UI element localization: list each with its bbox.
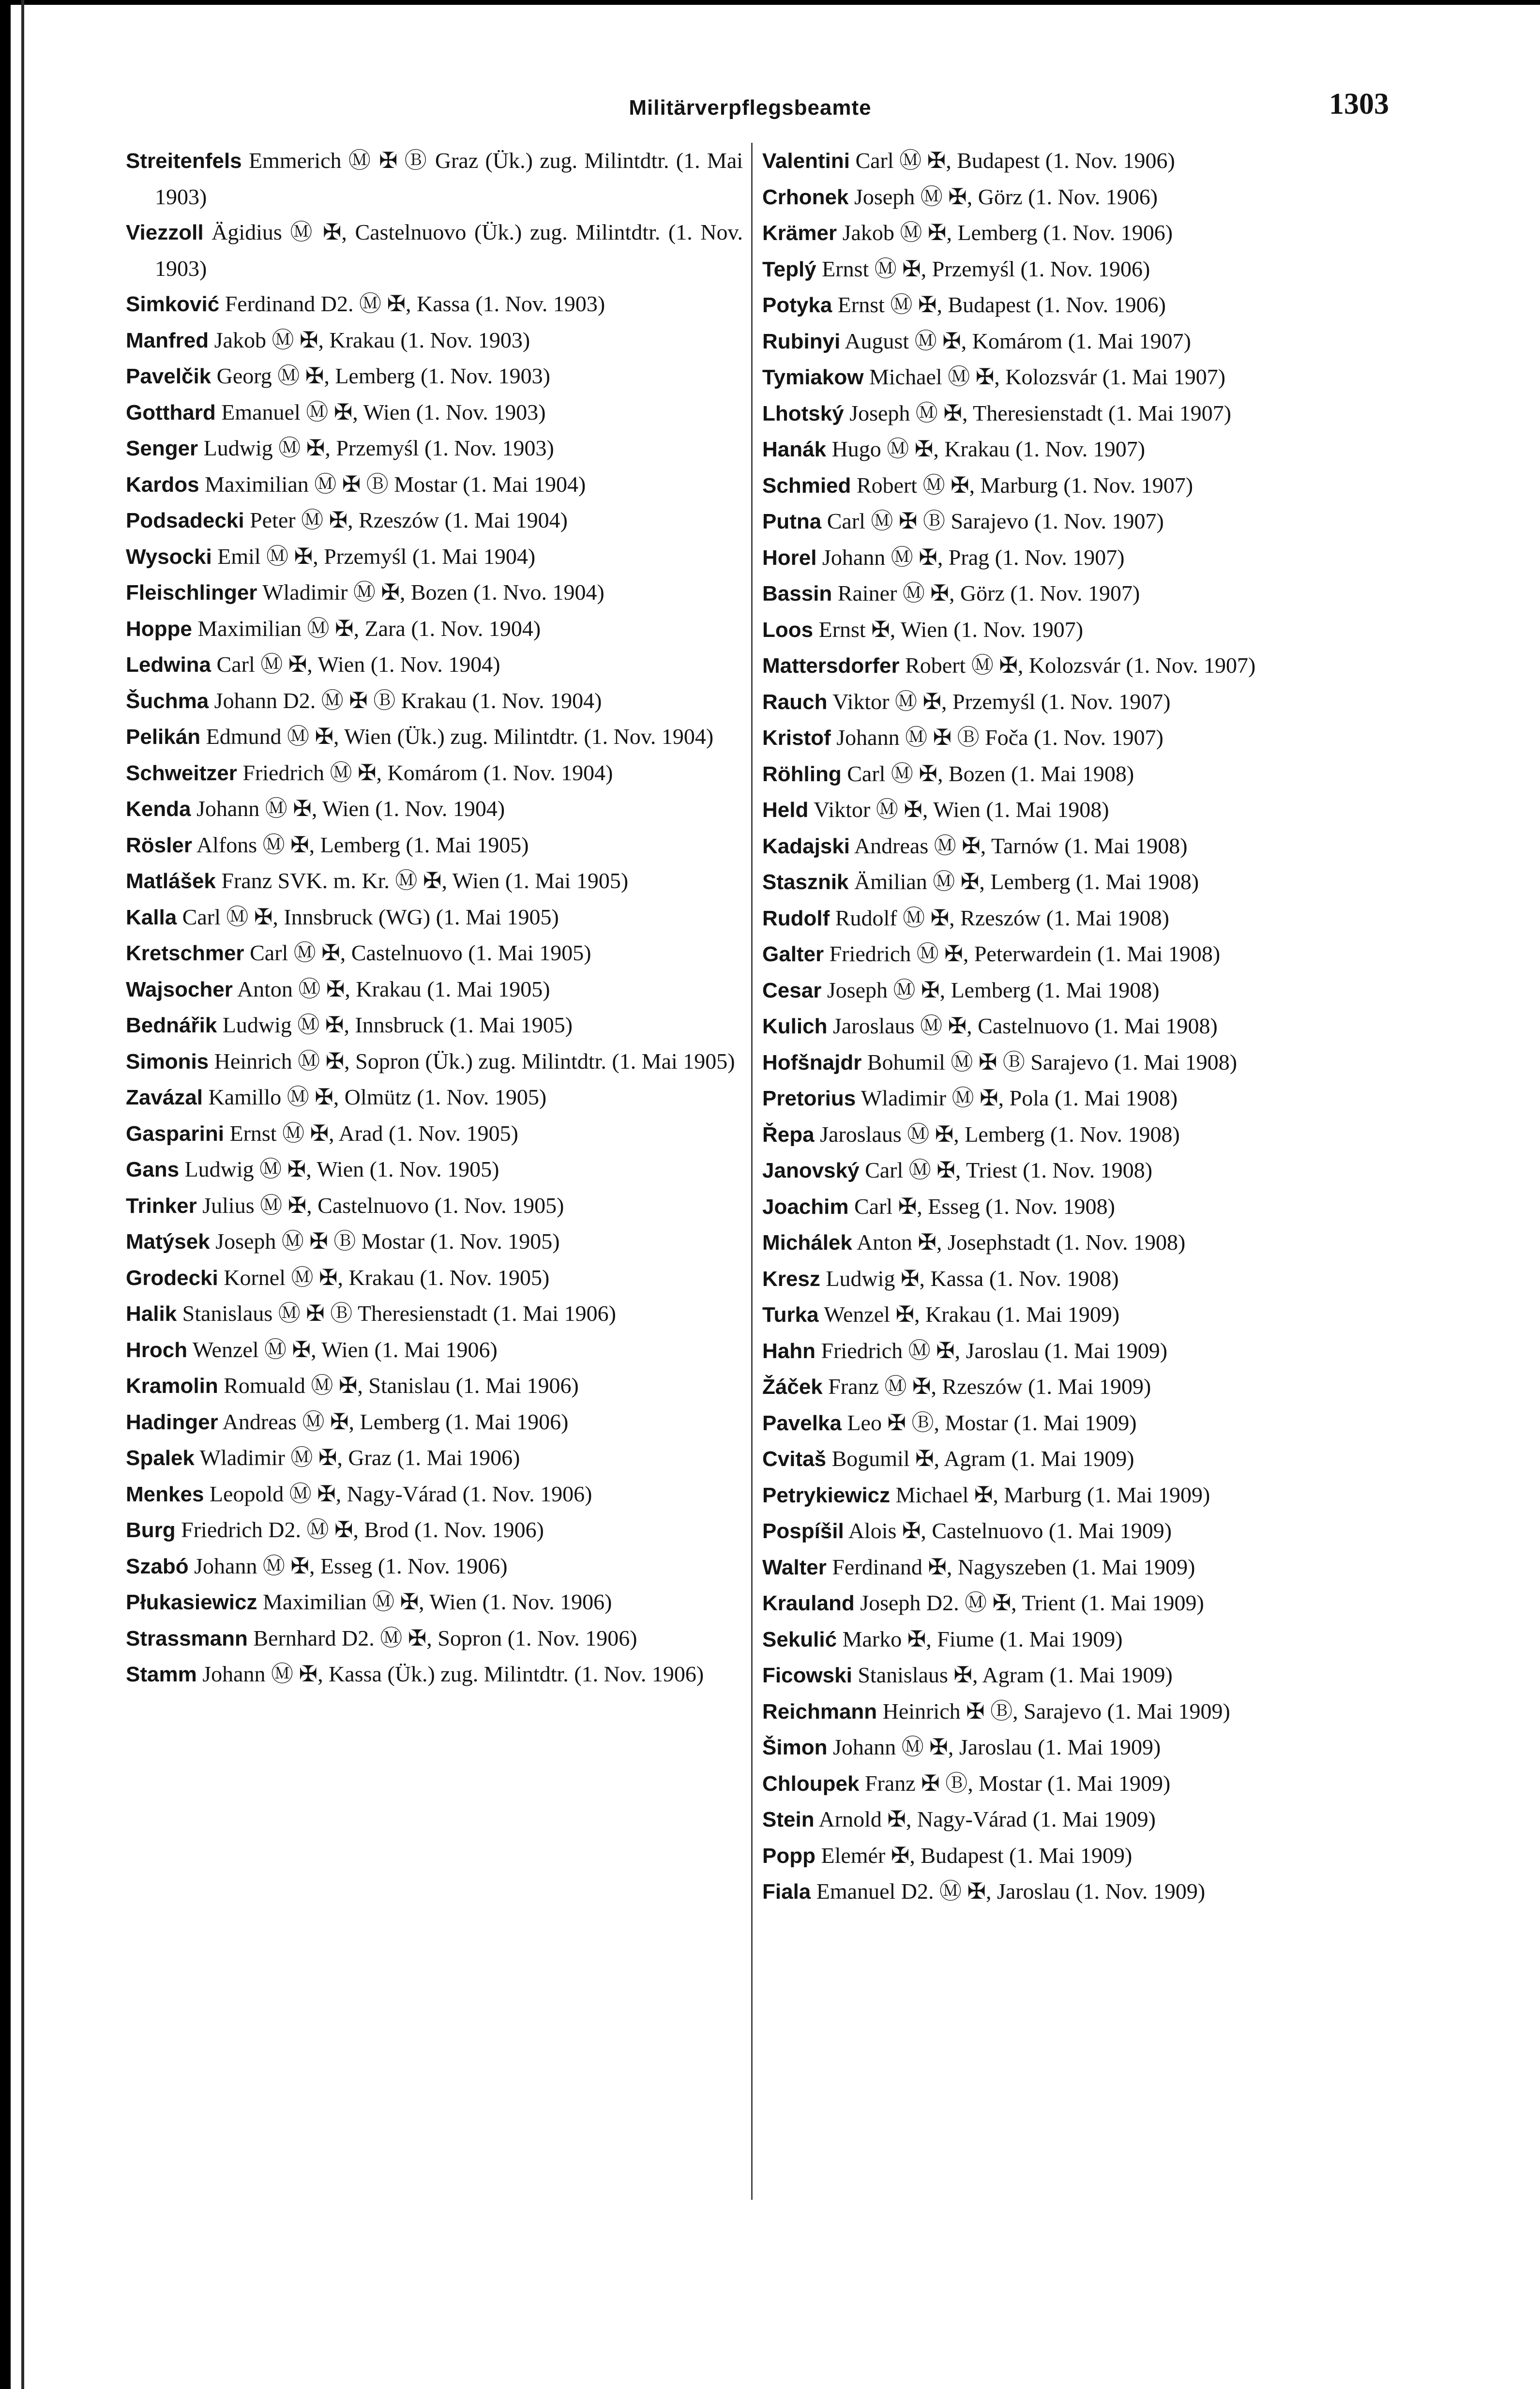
directory-entry [762,215,1379,251]
entry-details: Emanuel D2. Ⓜ ✠, Jaroslau (1. Nov. 1909) [816,1879,1206,1904]
directory-entry [762,792,1379,828]
directory-entry [126,539,743,575]
directory-entry [762,251,1379,287]
directory-entry [762,1405,1379,1441]
directory-entry [762,1008,1379,1044]
directory-entry [126,1332,743,1368]
entry-surname: Pretorius [762,1087,856,1110]
entry-details: Carl Ⓜ ✠, Triest (1. Nov. 1908) [865,1158,1153,1182]
entry-details: Ludwig Ⓜ ✠, Przemyśl (1. Nov. 1903) [203,436,554,460]
entry-details: Emanuel Ⓜ ✠, Wien (1. Nov. 1903) [221,399,546,424]
directory-entry [126,1116,743,1152]
directory-entry [762,684,1379,720]
entry-details: Carl Ⓜ ✠, Castelnuovo (1. Mai 1905) [250,940,591,965]
entry-details: Ägidius Ⓜ ✠, Castelnuovo (Ük.) zug. Milintdtr. (1. Nov. 1903) [155,220,743,281]
entry-surname: Valentini [762,149,850,173]
directory-entry [762,900,1379,937]
entry-details: Franz SVK. m. Kr. Ⓜ ✠, Wien (1. Mai 1905) [221,868,629,893]
directory-entry [762,1117,1379,1153]
entry-surname: Šuchma [126,689,209,713]
entry-surname: Rudolf [762,906,830,930]
entry-surname: Hoppe [126,617,192,641]
entry-surname: Kalla [126,905,177,929]
scan-border-top [0,0,1540,5]
entry-surname: Szabó [126,1554,189,1578]
entry-details: Leo ✠ Ⓑ, Mostar (1. Mai 1909) [847,1410,1137,1435]
directory-entry [762,1549,1379,1586]
entry-surname: Spalek [126,1446,195,1470]
right-column [762,143,1379,1910]
entry-surname: Strassmann [126,1626,248,1650]
entry-details: Maximilian Ⓜ ✠, Zara (1. Nov. 1904) [197,616,541,641]
entry-surname: Krauland [762,1591,855,1615]
directory-entry [126,1188,743,1224]
directory-entry [126,1656,743,1693]
directory-entry [126,971,743,1008]
directory-entry [762,1152,1379,1189]
entry-surname: Stein [762,1808,815,1831]
entry-surname: Pavelčik [126,364,211,388]
entry-details: Joseph Ⓜ ✠, Lemberg (1. Mai 1908) [827,977,1160,1002]
entry-details: Carl Ⓜ ✠, Innsbruck (WG) (1. Mai 1905) [182,904,559,929]
entry-surname: Cesar [762,978,822,1002]
entry-surname: Teplý [762,257,816,281]
directory-entry [762,468,1379,504]
entry-details: Michael ✠, Marburg (1. Mai 1909) [895,1482,1210,1507]
directory-entry [126,358,743,394]
entry-surname: Petrykiewicz [762,1483,891,1507]
entry-details: Carl ✠, Esseg (1. Nov. 1908) [854,1194,1115,1219]
entry-details: Ferdinand D2. Ⓜ ✠, Kassa (1. Nov. 1903) [225,291,605,316]
entry-details: Elemér ✠, Budapest (1. Mai 1909) [821,1843,1132,1868]
directory-entry [762,1729,1379,1766]
entry-details: Andreas Ⓜ ✠, Lemberg (1. Mai 1906) [222,1409,569,1434]
entry-details: Julius Ⓜ ✠, Castelnuovo (1. Nov. 1905) [202,1193,564,1218]
directory-entry [126,1476,743,1512]
entry-details: Robert Ⓜ ✠, Kolozsvár (1. Nov. 1907) [905,653,1256,678]
entry-surname: Cvitaš [762,1447,827,1471]
directory-entry [126,430,743,467]
entry-details: Wenzel Ⓜ ✠, Wien (1. Mai 1906) [192,1337,498,1362]
directory-entry [762,323,1379,360]
directory-entry [762,1225,1379,1261]
entry-details: Franz ✠ Ⓑ, Mostar (1. Mai 1909) [864,1770,1171,1796]
entry-details: Jaroslaus Ⓜ ✠, Castelnuovo (1. Mai 1908) [832,1013,1218,1038]
entry-surname: Held [762,798,809,822]
entry-surname: Fiala [762,1880,811,1904]
directory-entry [126,394,743,431]
directory-entry [762,1044,1379,1081]
entry-details: Carl Ⓜ ✠, Bozen (1. Mai 1908) [847,761,1134,786]
directory-entry [762,1477,1379,1513]
directory-entry [126,502,743,539]
entry-surname: Zavázal [126,1086,203,1109]
entry-surname: Kenda [126,797,191,821]
entry-surname: Wajsocher [126,977,233,1001]
entry-details: Arnold ✠, Nagy-Várad (1. Mai 1909) [818,1807,1156,1831]
entry-surname: Matlášek [126,869,216,893]
entry-surname: Rösler [126,833,192,857]
entry-details: Bohumil Ⓜ ✠ Ⓑ Sarajevo (1. Mai 1908) [867,1049,1238,1074]
entry-details: Johann Ⓜ ✠, Jaroslau (1. Mai 1909) [832,1735,1161,1759]
entry-details: Viktor Ⓜ ✠, Wien (1. Mai 1908) [814,797,1109,822]
entry-surname: Pospíšil [762,1519,844,1543]
directory-entry [762,359,1379,395]
directory-entry [126,719,743,755]
entry-details: Ludwig Ⓜ ✠, Wien (1. Nov. 1905) [184,1157,499,1181]
entry-details: Johann Ⓜ ✠, Wien (1. Nov. 1904) [196,796,505,821]
entry-details: Wladimir Ⓜ ✠, Bozen (1. Nvo. 1904) [262,580,604,605]
directory-entry [126,1548,743,1585]
directory-entry [126,1368,743,1404]
entry-details: Stanislaus Ⓜ ✠ Ⓑ Theresienstadt (1. Mai 1906) [182,1301,616,1326]
entry-surname: Burg [126,1518,176,1542]
directory-entry [762,936,1379,972]
directory-entry [126,1296,743,1332]
directory-entry [126,1043,743,1080]
directory-entry [126,322,743,359]
directory-entry [762,1333,1379,1369]
entry-surname: Senger [126,437,198,460]
directory-entry [762,1189,1379,1225]
entry-surname: Schmied [762,473,851,498]
directory-entry [126,575,743,611]
entry-surname: Kulich [762,1014,828,1038]
entry-details: Wladimir Ⓜ ✠, Graz (1. Mai 1906) [199,1445,520,1470]
entry-surname: Rubinyi [762,329,841,353]
page-number: 1303 [1329,88,1389,121]
directory-entry [762,972,1379,1009]
entry-surname: Kretschmer [126,941,244,965]
entry-surname: Mattersdorfer [762,654,900,678]
entry-details: Peter Ⓜ ✠, Rzeszów (1. Mai 1904) [250,508,568,532]
entry-details: Friedrich Ⓜ ✠, Jaroslau (1. Mai 1909) [821,1338,1168,1363]
directory-entry [126,1079,743,1116]
directory-entry [126,286,743,322]
entry-details: Joseph Ⓜ ✠, Theresienstadt (1. Mai 1907) [849,400,1232,425]
entry-surname: Hahn [762,1339,815,1363]
directory-entry [762,179,1379,215]
entry-surname: Grodecki [126,1266,218,1290]
entry-surname: Simković [126,292,220,316]
entry-surname: Pelikán [126,725,201,749]
entry-details: Joseph Ⓜ ✠, Görz (1. Nov. 1906) [854,184,1158,209]
directory-entry [126,1260,743,1296]
directory-entry [762,1766,1379,1802]
entry-surname: Tymiakow [762,365,864,389]
entry-surname: Menkes [126,1482,204,1506]
entry-details: Stanislaus ✠, Agram (1. Mai 1909) [858,1663,1173,1687]
directory-entry [762,395,1379,432]
directory-entry [762,864,1379,900]
directory-entry [126,1151,743,1188]
entry-details: Wladimir Ⓜ ✠, Pola (1. Mai 1908) [861,1086,1178,1110]
entry-surname: Stamm [126,1663,197,1686]
entry-details: Leopold Ⓜ ✠, Nagy-Várad (1. Nov. 1906) [209,1481,592,1506]
entry-surname: Žáček [762,1375,823,1399]
directory-entry [762,1080,1379,1117]
entry-details: August Ⓜ ✠, Komárom (1. Mai 1907) [845,328,1191,353]
directory-entry [126,143,743,214]
entry-details: Alois ✠, Castelnuovo (1. Mai 1909) [848,1518,1172,1543]
book-page [111,77,1389,2352]
directory-entry [126,1620,743,1657]
entry-details: Jakob Ⓜ ✠, Krakau (1. Nov. 1903) [214,327,530,352]
directory-entry [126,1404,743,1440]
entry-details: Heinrich Ⓜ ✠, Sopron (Ük.) zug. Milintdtr. (1. Mai 1905) [214,1048,735,1074]
page-header [111,87,1389,131]
entry-surname: Sekulić [762,1627,837,1651]
directory-entry [126,1007,743,1043]
entry-surname: Gasparini [126,1121,224,1146]
entry-details: Joseph D2. Ⓜ ✠, Trient (1. Mai 1909) [860,1590,1204,1615]
entry-surname: Trinker [126,1194,197,1218]
entry-surname: Chloupek [762,1771,860,1796]
entry-surname: Płukasiewicz [126,1590,257,1614]
entry-details: Friedrich Ⓜ ✠, Komárom (1. Nov. 1904) [242,760,613,785]
directory-entry [762,503,1379,540]
entry-details: Friedrich D2. Ⓜ ✠, Brod (1. Nov. 1906) [181,1517,544,1542]
scan-gutter-line [21,0,24,2389]
entry-surname: Šimon [762,1736,828,1759]
entry-surname: Hadinger [126,1410,218,1434]
directory-entry [126,683,743,719]
entry-surname: Michálek [762,1231,852,1255]
entry-details: Ämilian Ⓜ ✠, Lemberg (1. Mai 1908) [854,869,1199,894]
directory-entry [762,1369,1379,1405]
entry-details: Maximilian Ⓜ ✠ Ⓑ Mostar (1. Mai 1904) [205,471,586,497]
entry-details: Alfons Ⓜ ✠, Lemberg (1. Mai 1905) [196,832,529,857]
directory-entry [762,1874,1379,1910]
directory-entry [762,431,1379,468]
entry-surname: Hofšnajdr [762,1050,862,1074]
entry-details: Romuald Ⓜ ✠, Stanislau (1. Mai 1906) [224,1373,579,1398]
entry-surname: Bednářik [126,1013,217,1037]
entry-surname: Horel [762,545,817,570]
entry-details: Rudolf Ⓜ ✠, Rzeszów (1. Mai 1908) [835,905,1169,930]
entry-surname: Walter [762,1555,827,1579]
entry-details: Emmerich Ⓜ ✠ Ⓑ Graz (Ük.) zug. Milintdtr. (1. Mai 1903) [155,148,743,209]
directory-entry [762,1261,1379,1297]
entry-surname: Streitenfels [126,149,242,173]
entry-surname: Röhling [762,762,842,786]
entry-details: Jaroslaus Ⓜ ✠, Lemberg (1. Nov. 1908) [820,1121,1180,1147]
entry-surname: Ficowski [762,1663,852,1687]
entry-surname: Wysocki [126,544,212,569]
entry-surname: Janovský [762,1159,860,1182]
directory-entry [762,828,1379,864]
entry-surname: Hroch [126,1338,188,1362]
entry-details: Anton ✠, Josephstadt (1. Nov. 1908) [856,1230,1186,1255]
entry-details: Johann D2. Ⓜ ✠ Ⓑ Krakau (1. Nov. 1904) [214,688,602,713]
directory-entry [762,756,1379,792]
entry-surname: Gotthard [126,400,216,424]
directory-entry [762,612,1379,648]
entry-details: Andreas Ⓜ ✠, Tarnów (1. Mai 1908) [854,833,1188,858]
entry-surname: Kramolin [126,1374,218,1398]
directory-entry [126,827,743,863]
entry-details: Ernst Ⓜ ✠, Budapest (1. Nov. 1906) [837,292,1166,317]
entry-surname: Halik [126,1302,177,1326]
entry-details: Carl Ⓜ ✠ Ⓑ Sarajevo (1. Nov. 1907) [827,509,1164,533]
entry-details: Viktor Ⓜ ✠, Przemyśl (1. Nov. 1907) [832,689,1171,714]
directory-entry [762,143,1379,179]
entry-details: Ludwig ✠, Kassa (1. Nov. 1908) [826,1266,1119,1291]
entry-details: Carl Ⓜ ✠, Wien (1. Nov. 1904) [216,652,500,677]
directory-entry [126,935,743,971]
entry-surname: Hanák [762,438,827,461]
directory-entry [762,1838,1379,1874]
entry-surname: Podsadecki [126,509,244,532]
entry-surname: Kristof [762,726,831,750]
directory-entry [126,899,743,936]
directory-entry [126,863,743,899]
entry-surname: Gans [126,1158,180,1181]
entry-surname: Viezzoll [126,221,204,244]
entry-details: Kamillo Ⓜ ✠, Olmütz (1. Nov. 1905) [208,1085,547,1109]
scan-border-left [0,0,11,2389]
directory-entry [762,1801,1379,1838]
entry-surname: Manfred [126,328,209,352]
directory-entry [126,611,743,647]
directory-entry [762,1693,1379,1730]
entry-details: Ferdinand ✠, Nagyszeben (1. Mai 1909) [832,1554,1195,1579]
entry-details: Ernst Ⓜ ✠, Arad (1. Nov. 1905) [229,1120,518,1146]
entry-details: Anton Ⓜ ✠, Krakau (1. Mai 1905) [237,976,550,1001]
directory-entry [762,287,1379,323]
entry-details: Hugo Ⓜ ✠, Krakau (1. Nov. 1907) [831,437,1146,461]
entry-details: Georg Ⓜ ✠, Lemberg (1. Nov. 1903) [216,363,550,388]
entry-details: Kornel Ⓜ ✠, Krakau (1. Nov. 1905) [224,1265,550,1290]
entry-details: Friedrich Ⓜ ✠, Peterwardein (1. Mai 1908) [829,941,1221,966]
directory-entry [762,1621,1379,1658]
directory-entry [762,575,1379,612]
entry-surname: Popp [762,1844,815,1868]
entry-surname: Ledwina [126,653,211,677]
entry-surname: Simonis [126,1049,209,1074]
entry-surname: Matýsek [126,1230,210,1254]
directory-entry [126,1440,743,1476]
entry-details: Johann Ⓜ ✠, Kassa (Ük.) zug. Milintdtr. (1. Nov. 1906) [202,1662,704,1686]
entry-surname: Kardos [126,472,199,497]
entry-details: Ludwig Ⓜ ✠, Innsbruck (1. Mai 1905) [222,1013,573,1037]
entry-details: Edmund Ⓜ ✠, Wien (Ük.) zug. Milintdtr. (1. Nov. 1904) [206,724,714,749]
entry-surname: Galter [762,942,824,966]
directory-entry [762,720,1379,756]
entry-details: Franz Ⓜ ✠, Rzeszów (1. Mai 1909) [828,1374,1151,1399]
entry-details: Emil Ⓜ ✠, Przemyśl (1. Mai 1904) [217,544,536,569]
entry-surname: Kresz [762,1267,820,1291]
entry-surname: Reichmann [762,1699,877,1724]
column-divider [751,143,753,2200]
entry-details: Carl Ⓜ ✠, Budapest (1. Nov. 1906) [855,148,1175,173]
entry-surname: Schweitzer [126,761,237,785]
entry-surname: Lhotský [762,401,844,425]
entry-details: Ernst ✠, Wien (1. Nov. 1907) [818,617,1084,642]
entry-details: Bogumil ✠, Agram (1. Mai 1909) [831,1446,1134,1471]
entry-details: Heinrich ✠ Ⓑ, Sarajevo (1. Mai 1909) [882,1698,1230,1724]
entry-details: Wenzel ✠, Krakau (1. Mai 1909) [824,1302,1120,1327]
entry-surname: Krämer [762,221,837,245]
directory-entry [762,1297,1379,1333]
entry-details: Johann Ⓜ ✠, Prag (1. Nov. 1907) [822,544,1125,570]
directory-entry [126,1224,743,1260]
entry-surname: Turka [762,1303,819,1327]
entry-details: Bernhard D2. Ⓜ ✠, Sopron (1. Nov. 1906) [253,1625,637,1650]
entry-details: Johann Ⓜ ✠ Ⓑ Foča (1. Nov. 1907) [836,725,1163,750]
directory-entry [126,755,743,791]
directory-entry [762,1513,1379,1549]
entry-details: Michael Ⓜ ✠, Kolozsvár (1. Mai 1907) [869,364,1226,389]
directory-entry [762,1585,1379,1621]
entry-details: Maximilian Ⓜ ✠, Wien (1. Nov. 1906) [262,1589,612,1614]
entry-details: Ernst Ⓜ ✠, Przemyśl (1. Nov. 1906) [822,256,1150,281]
directory-entry [762,1657,1379,1693]
entry-details: Joseph Ⓜ ✠ Ⓑ Mostar (1. Nov. 1905) [215,1229,560,1254]
directory-entry [126,647,743,683]
entry-surname: Stasznik [762,870,849,894]
entry-details: Johann Ⓜ ✠, Esseg (1. Nov. 1906) [194,1553,508,1578]
entry-details: Robert Ⓜ ✠, Marburg (1. Nov. 1907) [856,472,1193,498]
directory-entry [126,1584,743,1620]
entry-surname: Bassin [762,582,832,605]
directory-entry [126,791,743,827]
entry-surname: Potyka [762,293,832,317]
directory-entry [126,214,743,286]
directory-entry [126,467,743,503]
entry-surname: Putna [762,510,822,533]
entry-details: Marko ✠, Fiume (1. Mai 1909) [842,1626,1123,1651]
directory-entry [762,1441,1379,1477]
entry-surname: Řepa [762,1122,815,1147]
entry-surname: Rauch [762,690,828,714]
entry-details: Jakob Ⓜ ✠, Lemberg (1. Nov. 1906) [842,220,1173,245]
left-column [126,143,743,1693]
directory-entry [762,540,1379,576]
entry-surname: Joachim [762,1194,849,1219]
directory-entry [126,1512,743,1548]
running-title: Militärverpflegsbeamte [629,96,872,120]
directory-entry [762,648,1379,684]
entry-details: Rainer Ⓜ ✠, Görz (1. Nov. 1907) [837,581,1140,605]
entry-surname: Pavelka [762,1411,842,1435]
entry-surname: Kadajski [762,834,850,858]
entry-surname: Crhonek [762,185,849,209]
entry-surname: Loos [762,618,814,642]
entry-surname: Fleischlinger [126,581,257,605]
